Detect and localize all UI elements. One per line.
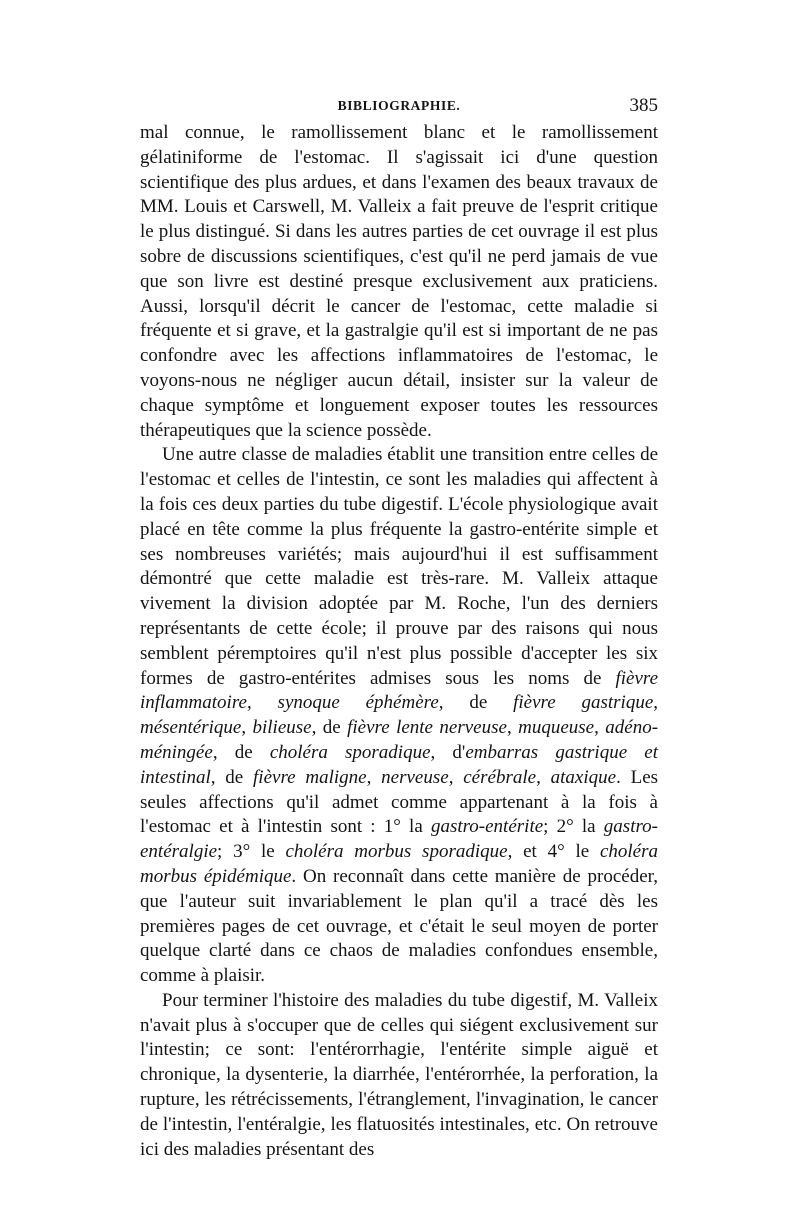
paragraph-2 xyxy=(140,443,658,989)
italic-term: fièvre maligne xyxy=(253,766,367,788)
italic-term: embarras gastrique et intestinal xyxy=(140,741,658,788)
italic-term: gastro-entéralgie xyxy=(140,816,658,863)
running-title: BIBLIOGRAPHIE. xyxy=(337,98,461,113)
page-number: 385 xyxy=(629,95,658,116)
text-run: Une autre classe de maladies établit une transition entre celles de l'estomac et celles de l'intestin, ce sont les maladies qui affectent à la fois ces deux parties du tube digestif. L'école physiologique avait placé en tête comme la plus fréquente la gastro-entérite simple et ses nombreuses variétés; mais aujourd'hui il est suffisamment démontré que cette maladie est très-rare. M. Valleix attaque vivement la division adoptée par M. Roche, l'un des derniers représentants de cette école; il prouve par des raisons qui nous semblent péremptoires qu'il n'est plus possible d'accepter les six formes de gastro-entérites admises sous les noms de xyxy=(140,444,658,689)
text-run: , de xyxy=(212,741,270,763)
italic-term: muqueuse xyxy=(518,717,595,739)
italic-term: synoque éphémère xyxy=(277,692,439,714)
running-head xyxy=(140,95,658,120)
italic-term: fièvre inflammatoire xyxy=(140,667,658,714)
text-run: . Les seules affections qu'il admet comme appartenant à la fois à l'estomac et à l'intestin sont : 1° la xyxy=(140,766,659,838)
text-run: , d' xyxy=(430,741,466,763)
text-run: , xyxy=(506,717,519,739)
italic-term: ataxique xyxy=(550,766,617,788)
text-run: , de xyxy=(210,766,254,788)
text-run: , xyxy=(594,717,606,739)
text-run: , xyxy=(536,766,551,788)
text-run: mal connue, le ramollissement blanc et le ramollissement gélatiniforme de l'estomac. Il s'agissait ici d'une question scientifique des plus ardues, et dans l'examen des beaux travaux de MM. Louis et Carswell, M. Valleix a fait preuve de l'esprit critique le plus distingué. Si dans les autres parties de cet ouvrage il est plus sobre de discussions scientifiques, c'est qu'il ne perd jamais de vue que son livre est destiné presque exclusivement aux praticiens. Aussi, lorsqu'il décrit le cancer de l'estomac, cette maladie si fréquente et si grave, et la gastralgie qu'il est si important de ne pas confondre avec les affections inflammatoires de l'estomac, le voyons-nous ne négliger aucun détail, insister sur la valeur de chaque symptôme et longuement exposer toutes les ressources thérapeutiques que la science possède. xyxy=(140,122,658,441)
paragraph-3 xyxy=(140,989,658,1163)
text-run: , xyxy=(241,717,253,739)
text-run: , xyxy=(653,692,659,714)
paragraph-1 xyxy=(140,121,658,443)
italic-term: gastro-entérite xyxy=(430,816,544,838)
text-run: ; 2° la xyxy=(543,816,604,838)
text-run: , xyxy=(366,766,382,788)
italic-term: nerveuse xyxy=(381,766,449,788)
text-run: ; 3° le xyxy=(217,841,286,863)
text-run: , xyxy=(246,692,278,714)
text-run: Pour terminer l'histoire des maladies du tube digestif, M. Valleix n'avait plus à s'occuper que de celles qui siégent exclusivement sur l'intestin; ce sont: l'entérorrhagie, l'entérite simple aiguë et chronique, la dysenterie, la diarrhée, l'entérorrhée, la perforation, la rupture, les rétrécissements, l'étranglement, l'invagination, le cancer de l'intestin, l'entéralgie, les flatuosités intestinales, etc. On retrouve ici des maladies présentant des xyxy=(140,989,658,1160)
italic-term: choléra morbus sporadique xyxy=(285,841,508,863)
body-text xyxy=(140,121,658,1162)
italic-term: bilieuse xyxy=(252,717,312,739)
italic-term: fièvre lente nerveuse xyxy=(347,717,507,739)
text-run: . On reconnaît dans cette manière de procéder, que l'auteur suit invariablement le plan qu'il a tracé dès les premières pages de cet ouvrage, et c'était le seul moyen de porter quelque clarté dans ce chaos de maladies confondues ensemble, comme à plaisir. xyxy=(140,865,658,987)
italic-term: fièvre gastrique xyxy=(513,692,654,714)
text-run: , et 4° le xyxy=(507,841,600,863)
text-run: , xyxy=(448,766,464,788)
italic-term: choléra sporadique xyxy=(269,741,431,763)
text-run: , de xyxy=(311,717,348,739)
text-run: , de xyxy=(438,692,514,714)
italic-term: cérébrale xyxy=(463,766,537,788)
italic-term: mésentérique xyxy=(140,717,242,739)
italic-term: adéno-méningée xyxy=(140,717,659,763)
italic-term: choléra morbus épidémique xyxy=(140,841,658,887)
